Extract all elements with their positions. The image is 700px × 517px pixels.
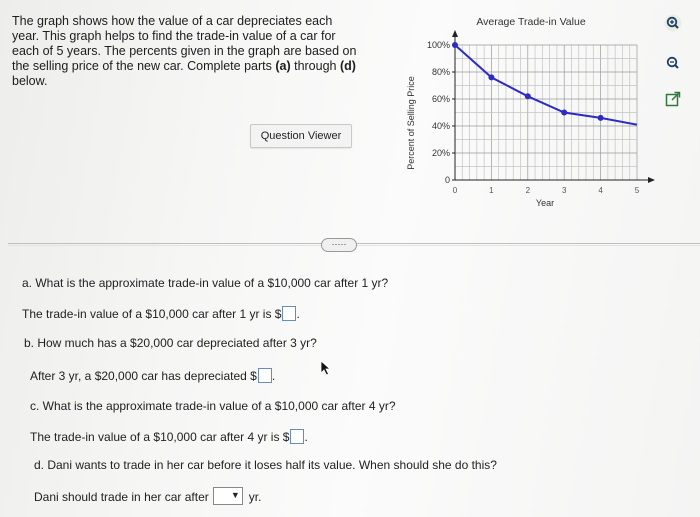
question-b-answer-row xyxy=(30,368,275,383)
y-tick-label: 80% xyxy=(431,67,450,77)
zoom-out-button[interactable] xyxy=(660,52,686,74)
problem-intro xyxy=(12,14,384,89)
question-a-period: . xyxy=(296,307,300,321)
chart-title: Average Trade-in Value xyxy=(476,16,586,28)
open-external-icon xyxy=(664,90,682,108)
zoom-in-icon xyxy=(664,14,682,32)
dropdown-arrow-icon: ▼ xyxy=(230,490,240,500)
x-tick-label: 4 xyxy=(598,186,603,195)
open-external-button[interactable] xyxy=(660,88,686,110)
question-c-answer-row xyxy=(30,429,308,444)
question-d-answer-row xyxy=(34,487,261,505)
series-point xyxy=(488,74,494,80)
question-a-prompt: a. What is the approximate trade-in value of a $10,000 car after 1 yr? xyxy=(22,276,389,290)
question-c-answer-text: The trade-in value of a $10,000 car after 4 yr is $ xyxy=(30,430,290,444)
question-d-unit: yr. xyxy=(248,490,262,504)
series-point xyxy=(452,42,458,48)
intro-line-3: each of 5 years. The percents given in the graph are based on xyxy=(12,44,357,58)
chart-axes xyxy=(452,30,655,183)
series-point xyxy=(525,93,531,99)
x-axis-label: Year xyxy=(535,198,555,208)
part-d-ref: (d) xyxy=(339,59,356,73)
zoom-in-button[interactable] xyxy=(660,12,686,34)
y-tick-label: 40% xyxy=(431,121,450,131)
trade-in-value-chart xyxy=(400,8,662,218)
x-tick-label: 2 xyxy=(525,186,531,195)
x-tick-label: 1 xyxy=(489,186,494,195)
series-point xyxy=(598,115,604,121)
intro-through: through xyxy=(290,59,340,73)
answer-b-input[interactable] xyxy=(258,368,272,383)
series-point xyxy=(561,110,567,116)
answer-d-dropdown[interactable] xyxy=(213,487,243,505)
intro-line-1: The graph shows how the value of a car depreciates each xyxy=(12,14,333,28)
answer-a-input[interactable] xyxy=(282,306,296,321)
question-a-answer-row xyxy=(22,306,300,321)
y-axis-arrow xyxy=(452,30,458,37)
question-c-prompt: c. What is the approximate trade-in value of a $10,000 car after 4 yr? xyxy=(30,399,396,413)
x-tick-label: 3 xyxy=(561,186,567,195)
intro-line-2: year. This graph helps to find the trade-in value of a car for xyxy=(12,29,336,43)
mouse-cursor-icon xyxy=(320,360,332,376)
question-b-period: . xyxy=(271,369,276,383)
question-c-period: . xyxy=(304,430,308,444)
intro-line-4: the selling price of the new car. Complete parts xyxy=(12,59,276,73)
expand-more-button[interactable]: ····· xyxy=(321,238,357,252)
zoom-out-icon xyxy=(664,54,682,72)
question-b-answer-text: After 3 yr, a $20,000 car has depreciated $ xyxy=(30,369,257,383)
question-d-answer-text: Dani should trade in her car after xyxy=(34,490,209,504)
part-a-ref: (a) xyxy=(275,59,291,73)
chart-grid xyxy=(455,45,637,180)
x-tick-label: 0 xyxy=(452,186,458,195)
y-axis-label: Percent of Selling Price xyxy=(406,76,416,170)
y-tick-label: 100% xyxy=(426,40,450,50)
y-tick-label: 0 xyxy=(444,175,450,185)
x-axis-arrow xyxy=(648,177,655,183)
question-d-prompt: d. Dani wants to trade in her car before it loses half its value. When should she do this? xyxy=(34,458,497,472)
question-viewer-button[interactable]: Question Viewer xyxy=(250,124,352,148)
x-tick-label: 5 xyxy=(634,186,640,195)
question-b-prompt: b. How much has a $20,000 car depreciated after 3 yr? xyxy=(24,336,317,350)
question-a-answer-text: The trade-in value of a $10,000 car after 1 yr is $ xyxy=(22,307,282,321)
y-tick-label: 20% xyxy=(431,148,450,158)
answer-c-input[interactable] xyxy=(290,429,304,444)
intro-line-5: below. xyxy=(12,74,48,88)
y-tick-label: 60% xyxy=(431,94,450,104)
